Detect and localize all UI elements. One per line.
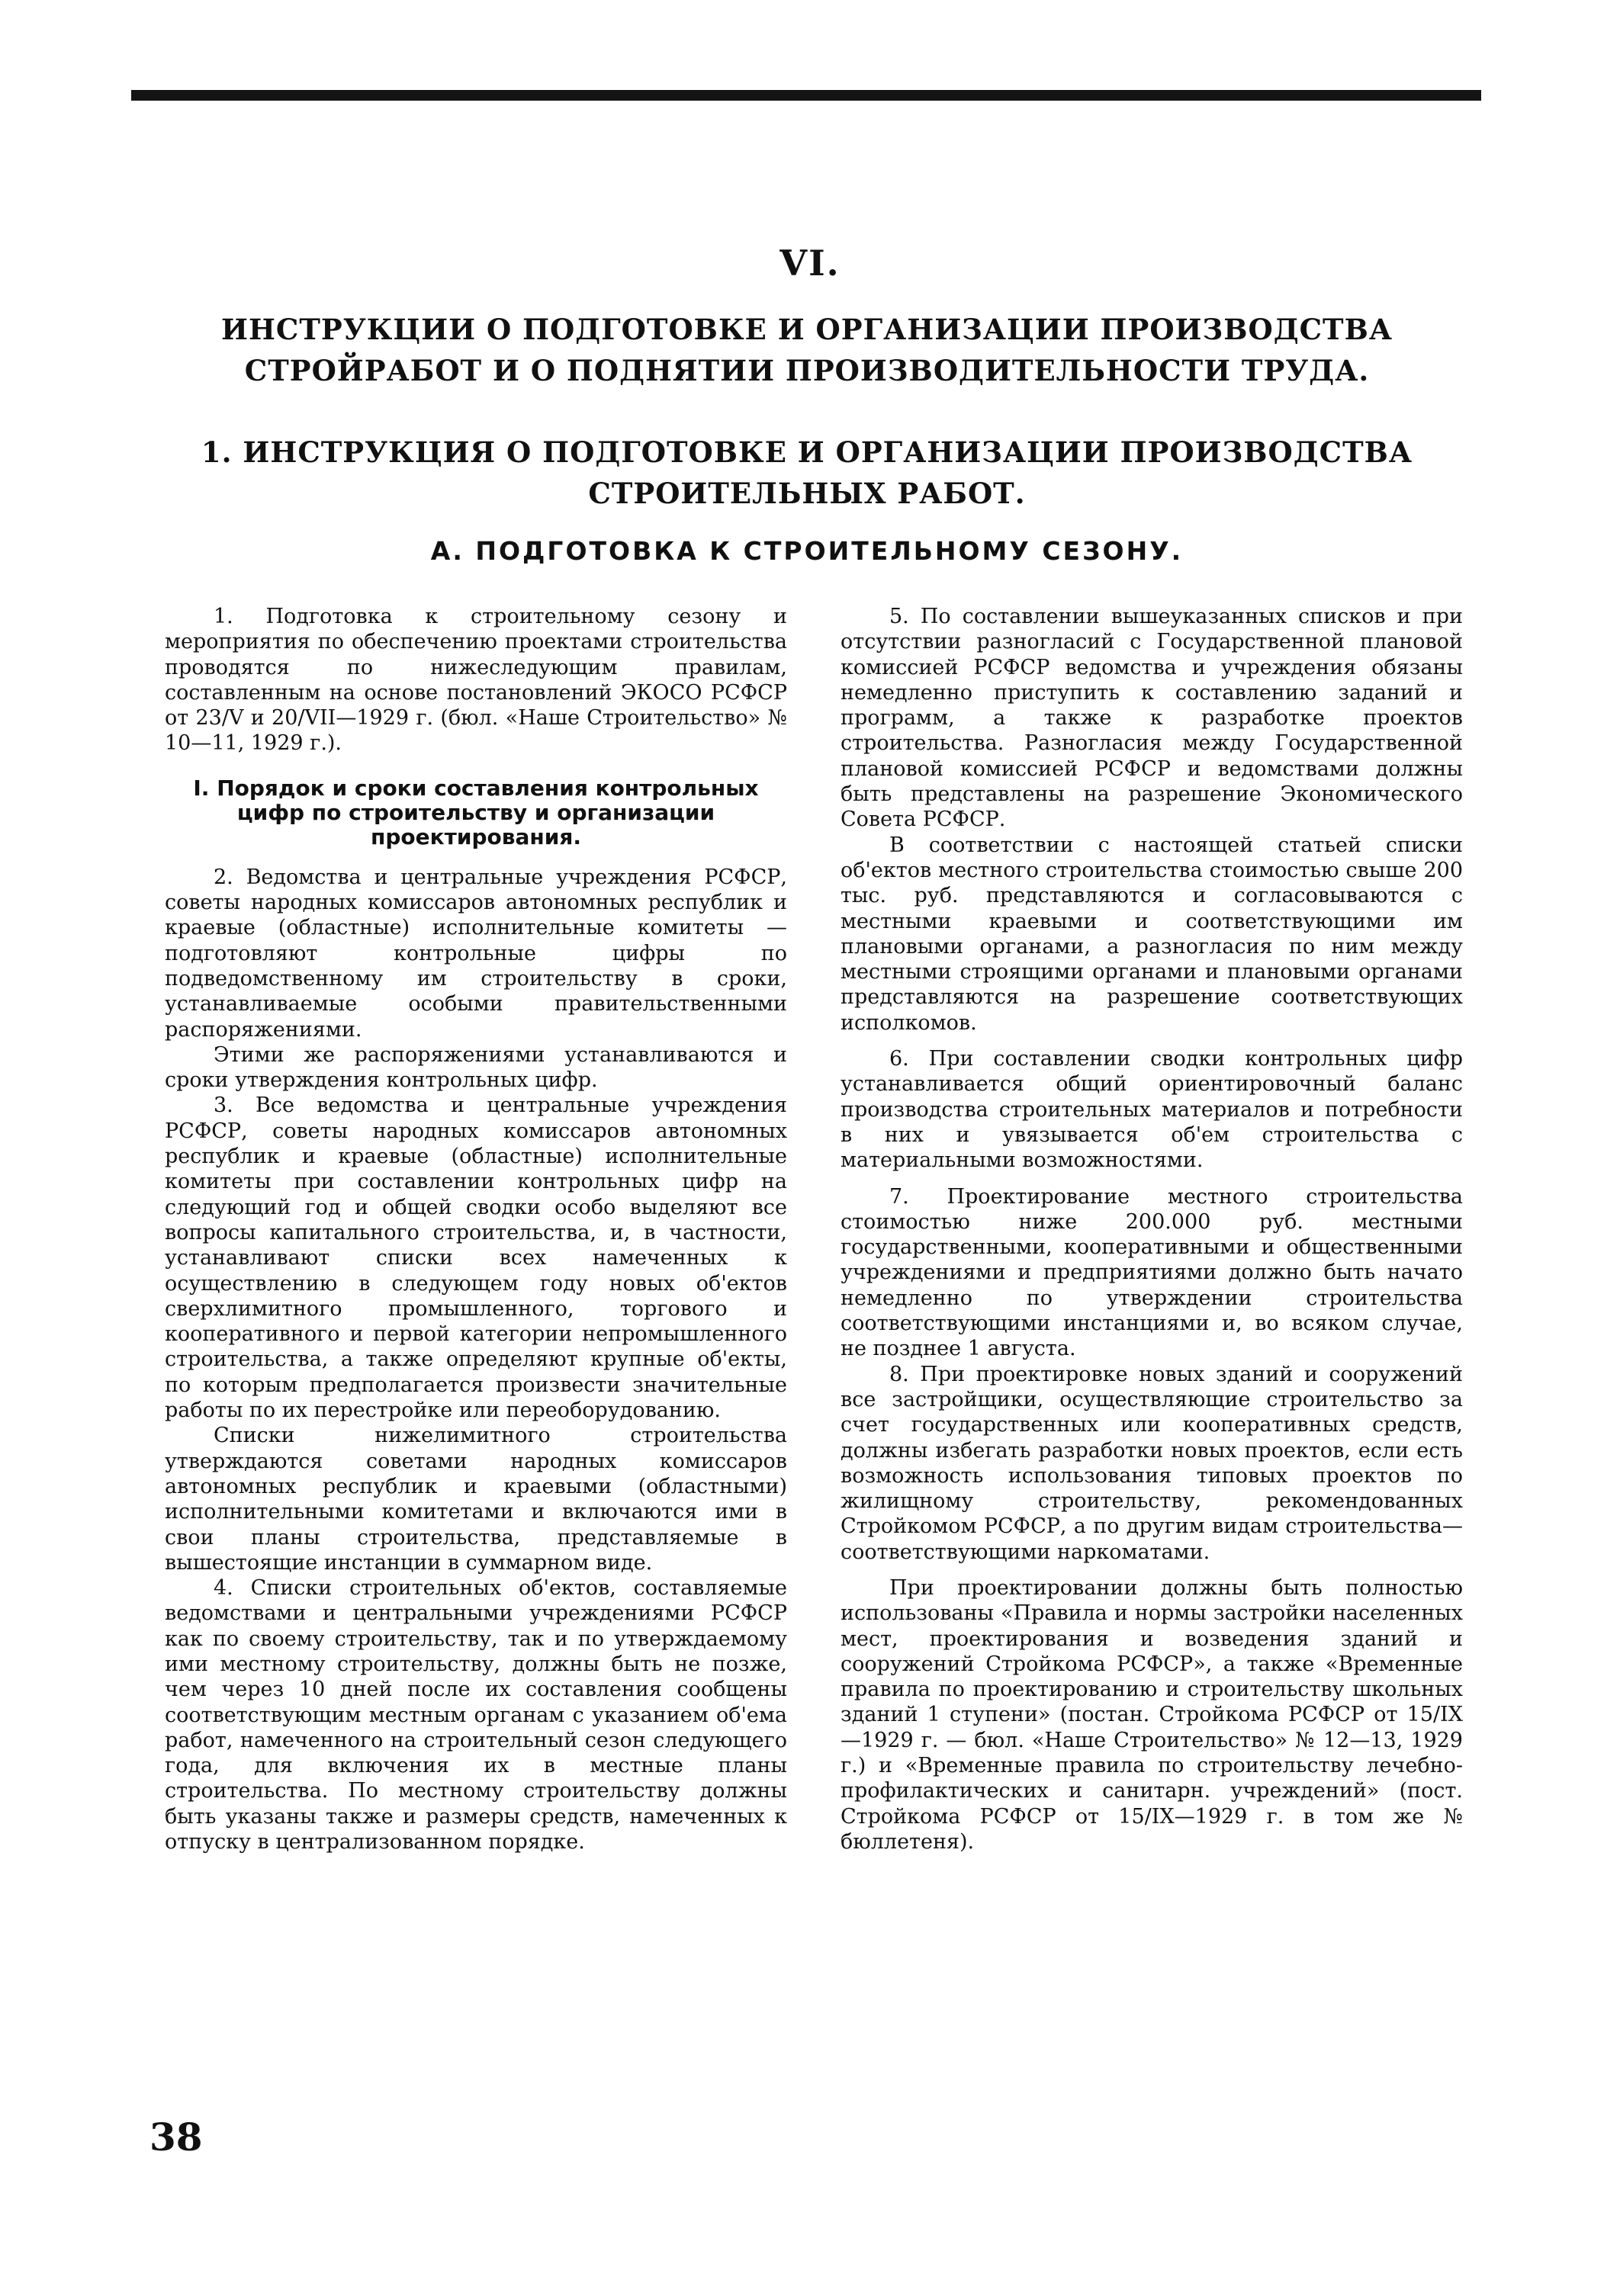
paragraph-1: 1. Подготовка к строительному сезону и мероприятия по обеспечению проектами строительства проводятся по нижеследующим правилам, составленным на основе постановлений ЭКОСО РСФСР от 23/V и 20/VII—1929 г. (бюл. «Наше Строительство» № 10—11, 1929 г.). — [165, 605, 787, 756]
subheading-control-figures: I. Порядок и сроки составления контрольных цифр по строительству и организации проектирования. — [193, 775, 759, 849]
top-rule — [131, 90, 1481, 101]
paragraph-5: 5. По составлении вышеуказанных списков и при отсутствии разногласий с Государственной плановой комиссией РСФСР ведомства и учреждения обязаны немедленно приступить к составлению заданий и программ, а также к разработке проектов строительства. Разногласия между Государственной плановой комиссией РСФСР и ведомствами должны быть представлены на разрешение Экономического Совета РСФСР. — [841, 605, 1463, 832]
paragraph-8: 8. При проектировке новых зданий и сооружений все застройщики, осуществляющие строительство за счет государственных или кооперативных средств, должны избегать разработки новых проектов, если есть возможность использования типовых проектов по жилищному строительству, рекомендованных Стройкомом РСФСР, а по другим видам строительства—соответствующими наркоматами. — [841, 1362, 1463, 1564]
paragraph-8-cont: При проектировании должны быть полностью использованы «Правила и нормы застройки населенных мест, проектирования и возведения зданий и сооружений Стройкома РСФСР», а также «Временные правила по проектированию и строительству школьных зданий 1 ступени» (постан. Стройкома РСФСР от 15/IX—1929 г. — бюл. «Наше Строительство» № 12—13, 1929 г.) и «Временные правила по строительству лечебно-профилактических и санитарн. учреждений» (пост. Стройкома РСФСР от 15/IX—1929 г. в том же № бюллетеня). — [841, 1575, 1463, 1854]
paragraph-6: 6. При составлении сводки контрольных цифр устанавливается общий ориентировочный баланс производства строительных материалов и потребности в них и увязывается об'ем строительства с материальными возможностями. — [841, 1047, 1463, 1173]
page-number: 38 — [149, 2115, 203, 2160]
paragraph-2-cont: Этими же распоряжениями устанавливаются и сроки утверждения контрольных цифр. — [165, 1042, 787, 1093]
paragraph-4: 4. Списки строительных об'ектов, составляемые ведомствами и центральными учреждениями РСФСР как по своему строительству, так и по утверждаемому ими местному строительству, должны быть не позже, чем через 10 дней после их составления сообщены соответствующим местным органам с указанием об'ема работ, намеченного на строительный сезон следующего года, для включения их в местные планы строительства. По местному строительству должны быть указаны также и размеры средств, намеченных к отпуску в централизованном порядке. — [165, 1576, 787, 1854]
paragraph-3-cont: Списки нижелимитного строительства утверждаются советами народных комиссаров автономных республик и краевыми (областными) исполнительными комитетами и включаются ими в свои планы строительства, представляемые в вышестоящие инстанции в суммарном виде. — [165, 1424, 787, 1575]
section-number: VI. — [779, 242, 841, 284]
left-column — [165, 604, 787, 1854]
right-column — [841, 604, 1463, 1854]
chapter-title: ИНСТРУКЦИИ О ПОДГОТОВКЕ И ОРГАНИЗАЦИИ ПРОИЗВОДСТВА СТРОЙРАБОТ И О ПОДНЯТИИ ПРОИЗВОДИТЕЛЬНОСТИ ТРУДА. — [221, 313, 1393, 387]
paragraph-7: 7. Проектирование местного строительства стоимостью ниже 200.000 руб. местными государственными, кооперативными и общественными учреждениями и предприятиями должно быть начато немедленно по утверждении строительства соответствующими инстанциями и, во всяком случае, не позднее 1 августа. — [841, 1184, 1463, 1361]
paragraph-3: 3. Все ведомства и центральные учреждения РСФСР, советы народных комиссаров автономных республик и краевые (областные) исполнительные комитеты при составлении контрольных цифр на следующий год и общей сводки особо выделяют все вопросы капитального строительства, и, в частности, устанавливают списки всех намеченных к осуществлению в следующем году новых об'ектов сверхлимитного промышленного, торгового и кооперативного и первой категории непромышленного строительства, а также определяют крупные об'екты, по которым предполагается произвести значительные работы по их перестройке или переоборудованию. — [165, 1093, 787, 1423]
paragraph-2: 2. Ведомства и центральные учреждения РСФСР, советы народных комиссаров автономных республик и краевые (областные) исполнительные комитеты — подготовляют контрольные цифры по подведомственному им строительству в сроки, устанавливаемые особыми правительственными распоряжениями. — [165, 865, 787, 1042]
instruction-title: 1. ИНСТРУКЦИЯ О ПОДГОТОВКЕ И ОРГАНИЗАЦИИ ПРОИЗВОДСТВА СТРОИТЕЛЬНЫХ РАБОТ. — [201, 435, 1413, 510]
paragraph-5-cont: В соответствии с настоящей статьей списки об'ектов местного строительства стоимостью свыше 200 тыс. руб. представляются и согласовываются с местными краевыми и соответствующими им плановыми органами, а разногласия по ним между местными строящими органами и плановыми органами представляются на разрешение соответствующих исполкомов. — [841, 833, 1463, 1035]
section-a-heading: А. ПОДГОТОВКА К СТРОИТЕЛЬНОМУ СЕЗОНУ. — [430, 536, 1184, 566]
